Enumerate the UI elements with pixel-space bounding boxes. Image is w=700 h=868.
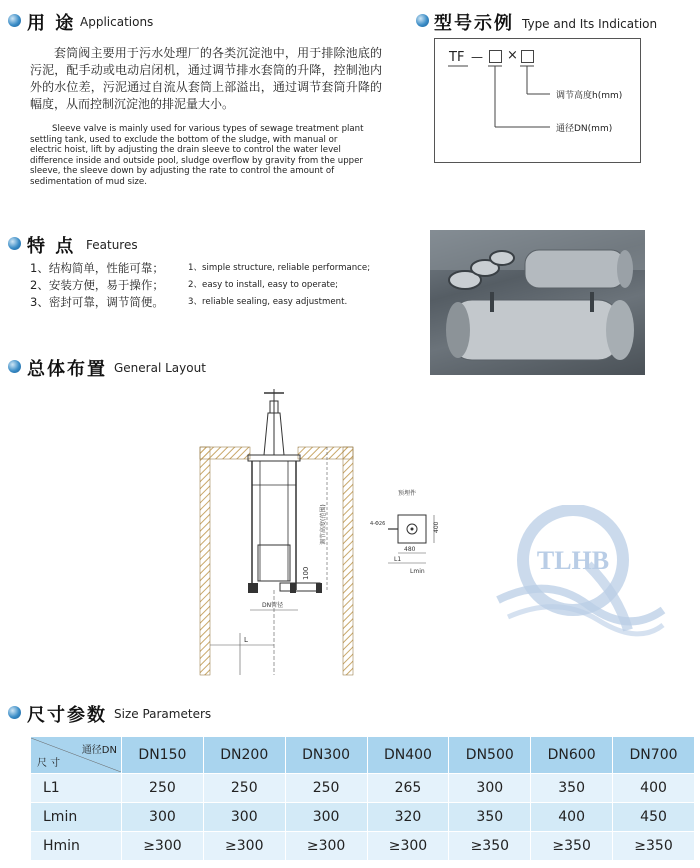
column-header: DN600 xyxy=(531,737,613,774)
table-row xyxy=(31,803,695,832)
table-cell: 300 xyxy=(449,774,531,803)
feature-en-3: 3、reliable sealing, easy adjustment. xyxy=(188,297,348,307)
table-cell: 250 xyxy=(122,774,204,803)
row-header: Hmin xyxy=(31,832,122,861)
column-header: DN200 xyxy=(203,737,285,774)
corner-label-top: 通径DN xyxy=(81,745,117,756)
size-parameters-table xyxy=(30,736,695,861)
table-cell: 350 xyxy=(449,803,531,832)
general-layout-drawing xyxy=(190,385,370,685)
feature-cn-2: 2、安装方便，易于操作； xyxy=(30,278,164,292)
applications-text-en: Sleeve valve is mainly used for various types of sewage treatment plant settling tank, used to exclude the bottom of the sludge, with manual or electric hoist, lift by adjusting the drain sleeve to control the water level difference inside and outside pool, sludge overflow by gravity from the upper sleeve, the sleeve down by adjusting the rate to control the amount of sedimentation of mud size. xyxy=(30,124,364,187)
model-label-dn: 通径DN(mm) xyxy=(556,124,613,134)
table-cell: ≥300 xyxy=(203,832,285,861)
plan-hole-label: 4-Φ26 xyxy=(370,521,386,527)
sizes-title-en: Size Parameters xyxy=(114,707,212,721)
table-cell: 250 xyxy=(285,774,367,803)
table-cell: 265 xyxy=(367,774,449,803)
plan-dim-h2: Lmin xyxy=(410,568,425,575)
model-label-h: 调节高度h(mm) xyxy=(556,91,623,101)
sizes-title-cn: 尺寸参数 xyxy=(27,705,107,726)
bullet-icon xyxy=(8,360,21,373)
feature-en-1: 1、simple structure, reliable performance; xyxy=(188,263,371,273)
table-cell: ≥300 xyxy=(285,832,367,861)
table-cell: ≥350 xyxy=(531,832,613,861)
tlhb-watermark-logo xyxy=(478,505,668,640)
column-header: DN400 xyxy=(367,737,449,774)
product-photo-drawing xyxy=(430,230,645,375)
feature-cn-3: 3、密封可靠，调节简便。 xyxy=(30,295,164,309)
features-title-en: Features xyxy=(86,238,138,252)
features-title-cn: 特 点 xyxy=(27,236,76,257)
feature-cn-1: 1、结构简单，性能可靠； xyxy=(30,261,164,275)
model-times: × xyxy=(507,48,518,63)
bullet-icon xyxy=(416,14,429,27)
row-header: Lmin xyxy=(31,803,122,832)
column-header: DN300 xyxy=(285,737,367,774)
model-dash: — xyxy=(471,50,483,64)
table-corner-cell xyxy=(31,737,122,774)
plan-view-drawing xyxy=(368,485,458,575)
table-cell: ≥350 xyxy=(613,832,695,861)
layout-title-cn: 总体布置 xyxy=(27,359,107,380)
table-cell: 320 xyxy=(367,803,449,832)
bullet-icon xyxy=(8,237,21,250)
plan-title: 预埋件 xyxy=(398,490,417,497)
table-cell: 300 xyxy=(285,803,367,832)
table-cell: 400 xyxy=(613,774,695,803)
table-header-row xyxy=(31,737,695,774)
corner-label-bottom: 尺 寸 xyxy=(37,758,61,769)
layout-title-en: General Layout xyxy=(114,361,206,375)
table-row xyxy=(31,832,695,861)
table-row xyxy=(31,774,695,803)
table-cell: 250 xyxy=(203,774,285,803)
product-photo xyxy=(430,230,645,375)
layout-dim-side: 调节高度(范围) xyxy=(320,504,327,545)
column-header: DN700 xyxy=(613,737,695,774)
column-header: DN150 xyxy=(122,737,204,774)
model-prefix: TF xyxy=(449,50,465,65)
plan-dim-w1: 480 xyxy=(404,546,416,553)
features-list xyxy=(30,260,370,311)
row-header: L1 xyxy=(31,774,122,803)
table-cell: ≥300 xyxy=(367,832,449,861)
layout-dim-l: L xyxy=(244,636,248,644)
plan-dim-h1: 400 xyxy=(433,521,440,533)
watermark-text: TLHB xyxy=(536,546,610,575)
plan-dim-w2: L1 xyxy=(394,556,402,563)
feature-en-2: 2、easy to install, easy to operate; xyxy=(188,280,339,290)
model-title-cn: 型号示例 xyxy=(434,13,514,34)
table-cell: 300 xyxy=(203,803,285,832)
table-cell: 300 xyxy=(122,803,204,832)
table-cell: ≥300 xyxy=(122,832,204,861)
table-cell: 350 xyxy=(531,774,613,803)
model-title-en: Type and Its Indication xyxy=(522,17,658,31)
layout-dim-100: 100 xyxy=(302,566,310,580)
applications-text-cn: 套筒阀主要用于污水处理厂的各类沉淀池中，用于排除池底的污泥，配手动或电动启闭机，通过调节排水套筒的升降，控制池内外的水位差，污泥通过自流从套筒上部溢出，通过调节套筒升降的幅度，从而控制沉淀池的排泥量大小。 xyxy=(30,46,382,111)
applications-title-en: Applications xyxy=(80,15,154,29)
table-cell: ≥350 xyxy=(449,832,531,861)
table-cell: 400 xyxy=(531,803,613,832)
table-cell: 450 xyxy=(613,803,695,832)
column-header: DN500 xyxy=(449,737,531,774)
bullet-icon xyxy=(8,14,21,27)
applications-title-cn: 用 途 xyxy=(27,13,76,34)
bullet-icon xyxy=(8,706,21,719)
layout-dn-label: DN管径 xyxy=(262,602,284,609)
